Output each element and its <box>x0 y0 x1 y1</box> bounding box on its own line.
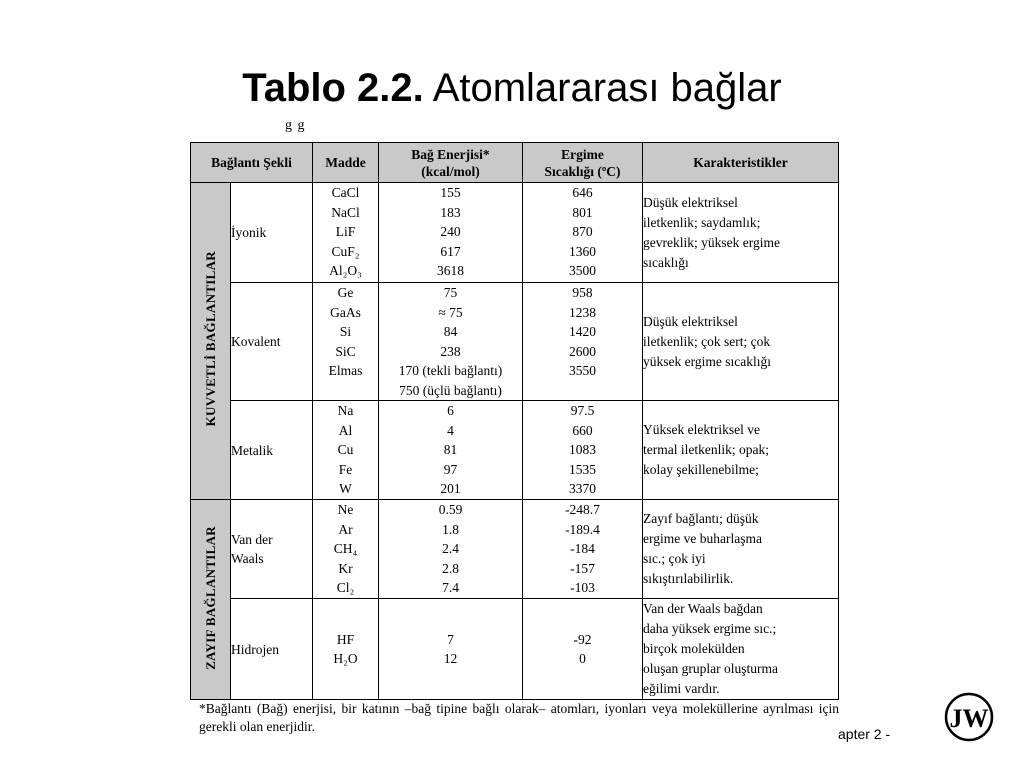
energy-line: 1.8 <box>442 521 459 537</box>
material-line: W <box>339 481 352 496</box>
header-characteristics: Karakteristikler <box>643 143 839 183</box>
material-line: LiF <box>335 224 356 239</box>
characteristics-line: sıcaklığı <box>643 254 689 270</box>
energy-line: 75 <box>443 285 458 300</box>
characteristics-line: Zayıf bağlantı; düşük <box>643 511 759 526</box>
material-line: SiC <box>335 343 356 359</box>
characteristics-cell <box>643 500 839 599</box>
energy-line: 97 <box>443 461 458 477</box>
material-line: Fe <box>338 461 353 477</box>
melting-line: 1238 <box>569 304 596 320</box>
characteristics-cell <box>643 183 839 283</box>
bond-type-line: Kovalent <box>231 334 281 349</box>
energy-line: 238 <box>440 343 461 359</box>
melting-line: 2600 <box>569 343 596 359</box>
energies-cell <box>379 183 523 283</box>
melting-cell <box>523 401 643 500</box>
melting-line: 3550 <box>569 363 596 378</box>
material-line: Ne <box>337 502 354 517</box>
material-line: Elmas <box>328 363 363 378</box>
characteristics-line: yüksek ergime sıcaklığı <box>643 353 771 369</box>
characteristics-line: sıkıştırılabilirlik. <box>643 571 734 586</box>
energies-cell <box>379 401 523 500</box>
cropped-header-glyphs: g g <box>285 118 306 133</box>
materials-cell <box>313 500 379 599</box>
bond-type-cell <box>231 500 313 599</box>
characteristics-line: Düşük elektriksel <box>643 313 738 329</box>
group-label-weak: ZAYIF BAĞLANTILAR <box>202 525 218 670</box>
energy-line: 6 <box>447 403 454 418</box>
energy-line: 750 (üçlü bağlantı) <box>399 382 502 398</box>
melting-line: -248.7 <box>565 502 600 517</box>
header-energy-line2: (kcal/mol) <box>421 163 480 179</box>
material-line: H₂O <box>333 651 358 666</box>
energy-line: 81 <box>443 442 458 457</box>
materials-cell <box>313 599 379 700</box>
bond-type-cell <box>231 599 313 700</box>
characteristics-cell <box>643 283 839 401</box>
characteristics-line: kolay şekillenebilme; <box>643 462 759 477</box>
material-line: Kr <box>338 560 353 576</box>
characteristics-line: eğilimi vardır. <box>643 681 720 696</box>
bonds-table <box>190 142 839 700</box>
bond-type-cell <box>231 183 313 283</box>
bond-type-line: Waals <box>231 551 264 566</box>
energy-line: 4 <box>447 422 454 438</box>
energy-line: 240 <box>440 224 461 239</box>
energy-line: 183 <box>440 204 461 220</box>
melting-cell <box>523 183 643 283</box>
table-row <box>191 599 839 700</box>
characteristics-line: iletkenlik; çok sert; çok <box>643 333 771 349</box>
table-row <box>191 283 839 401</box>
energy-line: ≈ 75 <box>438 304 463 320</box>
characteristics-line: daha yüksek ergime sıc.; <box>643 621 777 636</box>
energies-cell <box>379 500 523 599</box>
melting-line: 0 <box>579 651 586 666</box>
melting-cell <box>523 599 643 700</box>
melting-line: -103 <box>570 580 595 595</box>
characteristics-line: Yüksek elektriksel ve <box>643 422 760 437</box>
material-line: Al <box>338 422 353 438</box>
title-rest: Atomlararası bağlar <box>423 66 782 110</box>
energy-line: 7.4 <box>442 580 459 595</box>
melting-line: 958 <box>572 285 593 300</box>
material-line: Cl₂ <box>336 580 355 595</box>
header-melting <box>523 143 643 183</box>
energy-line: 3618 <box>437 263 464 278</box>
melting-line: -184 <box>570 541 595 556</box>
melting-line: 870 <box>572 224 593 239</box>
group-label-strong: KUVVETLİ BAĞLANTILAR <box>202 251 218 427</box>
materials-cell <box>313 183 379 283</box>
melting-line: 97.5 <box>570 403 595 418</box>
material-line: HF <box>336 631 355 647</box>
table-row <box>191 500 839 599</box>
material-line: Si <box>339 324 352 339</box>
bond-type-line: İyonik <box>231 225 267 240</box>
bond-type-line: Van der <box>231 532 273 547</box>
melting-line: 1420 <box>569 324 596 339</box>
characteristics-cell <box>643 401 839 500</box>
characteristics-line: ergime ve buharlaşma <box>643 531 762 546</box>
materials-cell <box>313 401 379 500</box>
slide-title <box>0 62 1024 114</box>
energy-line: 84 <box>443 324 458 339</box>
header-material: Madde <box>313 143 379 183</box>
characteristics-line: birçok molekülden <box>643 641 745 656</box>
footnote: *Bağlantı (Bağ) enerjisi, bir katının –bağ tipine bağlı olarak– atomları, iyonları veya moleküllerine ayrılması için gerekli olan enerjidir. <box>199 701 839 734</box>
characteristics-line: termal iletkenlik; opak; <box>643 442 769 457</box>
material-line: GaAs <box>330 304 361 320</box>
material-line: Al₂O₃ <box>329 263 362 278</box>
material-line: Cu <box>337 442 354 457</box>
energy-line: 0.59 <box>438 502 463 517</box>
wiley-logo-icon <box>944 692 994 742</box>
header-melting-line1: Ergime <box>561 146 604 162</box>
characteristics-line: Düşük elektriksel <box>643 194 738 210</box>
table-header-row <box>191 143 839 183</box>
energy-line: 617 <box>440 243 461 259</box>
materials-cell <box>313 283 379 401</box>
melting-line: 801 <box>572 204 593 220</box>
characteristics-line: iletkenlik; saydamlık; <box>643 214 761 230</box>
header-energy <box>379 143 523 183</box>
material-line: CuF₂ <box>331 243 360 259</box>
energies-cell <box>379 283 523 401</box>
bond-type-line: Metalik <box>231 442 273 458</box>
material-line: NaCl <box>331 204 360 220</box>
melting-line: -92 <box>573 631 592 647</box>
energy-line: 2.8 <box>442 560 459 576</box>
bond-type-cell <box>231 401 313 500</box>
header-shape: Bağlantı Şekli <box>191 143 313 183</box>
melting-line: 1083 <box>569 442 596 457</box>
characteristics-line: Van der Waals bağdan <box>643 601 763 616</box>
bond-type-cell <box>231 283 313 401</box>
energy-line: 7 <box>447 631 454 647</box>
energy-line: 170 (tekli bağlantı) <box>398 363 503 378</box>
melting-line: 3370 <box>569 481 596 496</box>
group-cell-strong <box>191 183 231 500</box>
melting-line: -189.4 <box>565 521 600 537</box>
melting-line: 660 <box>572 422 593 438</box>
header-melting-line2: Sıcaklığı (ºC) <box>544 163 621 179</box>
cropped-header-text <box>190 118 840 141</box>
material-line: Na <box>337 403 354 418</box>
title-bold: Tablo 2.2. <box>242 66 424 110</box>
material-line: Ge <box>337 285 354 300</box>
material-line: Ar <box>338 521 353 537</box>
table-row <box>191 401 839 500</box>
melting-line: 1360 <box>569 243 596 259</box>
melting-cell <box>523 500 643 599</box>
header-energy-line1: Bağ Enerjisi* <box>411 146 490 162</box>
energy-line: 2.4 <box>442 541 459 556</box>
energies-cell <box>379 599 523 700</box>
table-row <box>191 183 839 283</box>
energy-line: 201 <box>440 481 461 496</box>
characteristics-cell <box>643 599 839 700</box>
melting-line: -157 <box>570 560 595 576</box>
logo-text: JW <box>949 704 989 733</box>
group-cell-weak <box>191 500 231 700</box>
characteristics-line: gevreklik; yüksek ergime <box>643 234 780 250</box>
energy-line: 155 <box>440 185 461 200</box>
characteristics-line: oluşan gruplar oluşturma <box>643 661 778 676</box>
chapter-label: apter 2 - <box>838 726 891 742</box>
melting-line: 1535 <box>569 461 596 477</box>
energy-line: 12 <box>443 651 458 666</box>
melting-cell <box>523 283 643 401</box>
melting-line: 646 <box>572 185 593 200</box>
material-line: CaCl <box>331 185 360 200</box>
melting-line: 3500 <box>569 263 596 278</box>
material-line: CH₄ <box>333 541 358 556</box>
characteristics-line: sıc.; çok iyi <box>643 551 706 566</box>
bond-type-line: Hidrojen <box>231 641 279 657</box>
